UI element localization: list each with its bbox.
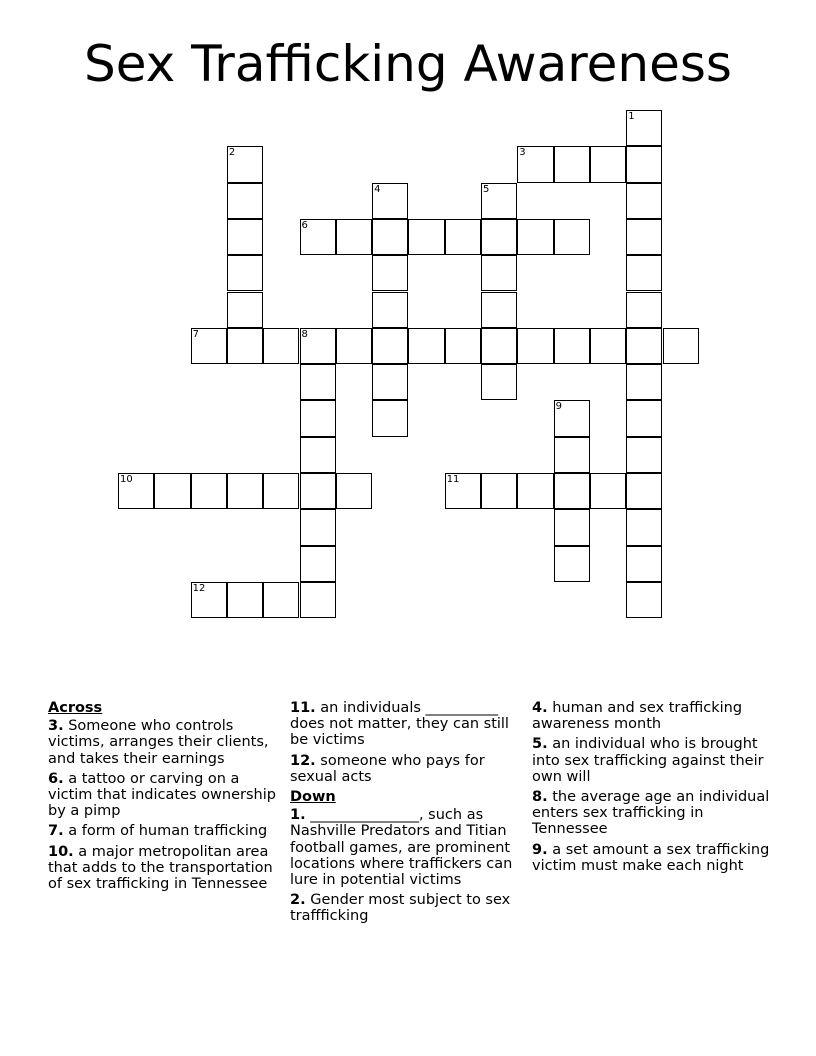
cell-number: 7 xyxy=(192,328,199,340)
cell-number: 11 xyxy=(446,474,460,485)
grid-cell[interactable] xyxy=(554,509,590,545)
grid-cell[interactable] xyxy=(554,400,590,436)
down-clue-2: 2. Gender most subject to sex traffficking xyxy=(290,892,511,925)
grid-cell[interactable] xyxy=(554,546,590,582)
cell-number: 10 xyxy=(120,474,133,485)
grid-cell[interactable] xyxy=(372,219,408,255)
cell-number: 5 xyxy=(483,183,490,195)
grid-cell[interactable] xyxy=(300,546,336,582)
down-clue-5: 5. an individual who is brought into sex trafficking against their own will xyxy=(532,736,764,785)
grid-cell[interactable] xyxy=(554,473,590,509)
cell-number: 12 xyxy=(192,582,206,594)
grid-cell[interactable] xyxy=(626,582,662,618)
grid-cell[interactable] xyxy=(481,328,517,364)
grid-cell[interactable] xyxy=(227,292,263,328)
cell-number: 1 xyxy=(628,111,635,122)
grid-cell[interactable] xyxy=(227,146,263,182)
grid-cell[interactable] xyxy=(372,255,408,291)
grid-cell[interactable] xyxy=(191,582,227,618)
grid-cell[interactable] xyxy=(626,328,662,364)
down-heading: Down xyxy=(290,789,336,806)
grid-cell[interactable] xyxy=(626,183,662,219)
down-clue-4: 4. human and sex trafficking awareness month xyxy=(532,700,743,733)
grid-cell[interactable] xyxy=(300,437,336,473)
grid-cell[interactable] xyxy=(590,146,626,182)
grid-cell[interactable] xyxy=(300,582,336,618)
across-clue-3: 3. Someone who controls victims, arranges their clients, and takes their earnings xyxy=(48,718,269,767)
grid-cell[interactable] xyxy=(300,400,336,436)
grid-cell[interactable] xyxy=(336,328,372,364)
grid-cell[interactable] xyxy=(445,219,481,255)
grid-cell[interactable] xyxy=(154,473,190,509)
grid-cell[interactable] xyxy=(408,219,444,255)
grid-cell[interactable] xyxy=(191,328,227,364)
grid-cell[interactable] xyxy=(445,328,481,364)
grid-cell[interactable] xyxy=(626,146,662,182)
grid-cell[interactable] xyxy=(554,437,590,473)
grid-cell[interactable] xyxy=(554,146,590,182)
cell-number: 9 xyxy=(555,401,562,413)
grid-cell[interactable] xyxy=(481,183,517,219)
grid-cell[interactable] xyxy=(408,328,444,364)
grid-cell[interactable] xyxy=(191,473,227,509)
down-clue-9: 9. a set amount a sex trafficking victim must make each night xyxy=(532,841,770,874)
grid-cell[interactable] xyxy=(227,219,263,255)
grid-cell[interactable] xyxy=(663,328,699,364)
grid-cell[interactable] xyxy=(227,255,263,291)
grid-cell[interactable] xyxy=(300,509,336,545)
grid-cell[interactable] xyxy=(445,473,481,509)
grid-cell[interactable] xyxy=(626,509,662,545)
down-clue-1: 1. _______________, such as Nashville Predators and Titian football games, are prominent locations where traffickers can lure in potential victims xyxy=(290,807,513,889)
grid-cell[interactable] xyxy=(263,582,299,618)
grid-cell[interactable] xyxy=(300,364,336,400)
grid-cell[interactable] xyxy=(626,292,662,328)
grid-cell[interactable] xyxy=(372,292,408,328)
grid-cell[interactable] xyxy=(626,364,662,400)
grid-cell[interactable] xyxy=(554,328,590,364)
grid-cell[interactable] xyxy=(300,473,336,509)
grid-cell[interactable] xyxy=(263,473,299,509)
clues-column-1 xyxy=(48,700,283,896)
grid-cell[interactable] xyxy=(372,400,408,436)
across-clue-11: 11. an individuals __________ does not matter, they can still be victims xyxy=(290,700,509,749)
grid-cell[interactable] xyxy=(626,400,662,436)
grid-cell[interactable] xyxy=(118,473,154,509)
grid-cell[interactable] xyxy=(227,473,263,509)
across-clue-7: 7. a form of human trafficking xyxy=(48,823,268,840)
grid-cell[interactable] xyxy=(372,183,408,219)
grid-cell[interactable] xyxy=(554,219,590,255)
grid-cell[interactable] xyxy=(481,219,517,255)
clues-column-3 xyxy=(532,700,772,878)
grid-cell[interactable] xyxy=(626,219,662,255)
cell-number: 2 xyxy=(228,147,236,159)
grid-cell[interactable] xyxy=(626,473,662,509)
grid-cell[interactable] xyxy=(372,364,408,400)
grid-cell[interactable] xyxy=(227,183,263,219)
across-heading: Across xyxy=(48,700,103,716)
grid-cell[interactable] xyxy=(590,328,626,364)
grid-cell[interactable] xyxy=(372,328,408,364)
across-clue-6: 6. a tattoo or carving on a victim that indicates ownership by a pimp xyxy=(48,770,276,820)
grid-cell[interactable] xyxy=(590,473,626,509)
grid-cell[interactable] xyxy=(517,219,553,255)
grid-cell[interactable] xyxy=(517,473,553,509)
grid-cell[interactable] xyxy=(626,255,662,291)
grid-cell[interactable] xyxy=(626,110,662,146)
clues-column-2 xyxy=(290,700,522,929)
grid-cell[interactable] xyxy=(336,473,372,509)
grid-cell[interactable] xyxy=(481,473,517,509)
grid-cell[interactable] xyxy=(227,328,263,364)
across-clue-10: 10. a major metropolitan area that adds to the transportation of sex trafficking in Tennessee xyxy=(48,843,273,893)
grid-cell[interactable] xyxy=(300,328,336,364)
grid-cell[interactable] xyxy=(626,546,662,582)
cell-number: 4 xyxy=(374,183,381,195)
grid-cell[interactable] xyxy=(263,328,299,364)
grid-cell[interactable] xyxy=(300,219,336,255)
grid-cell[interactable] xyxy=(517,146,553,182)
cell-number: 3 xyxy=(519,147,526,159)
cell-number: 8 xyxy=(301,328,308,340)
grid-cell[interactable] xyxy=(626,437,662,473)
grid-cell[interactable] xyxy=(227,582,263,618)
cell-number: 6 xyxy=(301,219,308,231)
puzzle-title: Sex Trafficking Awareness xyxy=(84,35,732,93)
across-clue-12: 12. someone who pays for sexual acts xyxy=(290,752,485,785)
down-clue-8: 8. the average age an individual enters sex trafficking in Tennessee xyxy=(532,789,770,838)
grid-cell[interactable] xyxy=(481,364,517,400)
grid-cell[interactable] xyxy=(481,292,517,328)
grid-cell[interactable] xyxy=(481,255,517,291)
grid-cell[interactable] xyxy=(517,328,553,364)
grid-cell[interactable] xyxy=(336,219,372,255)
